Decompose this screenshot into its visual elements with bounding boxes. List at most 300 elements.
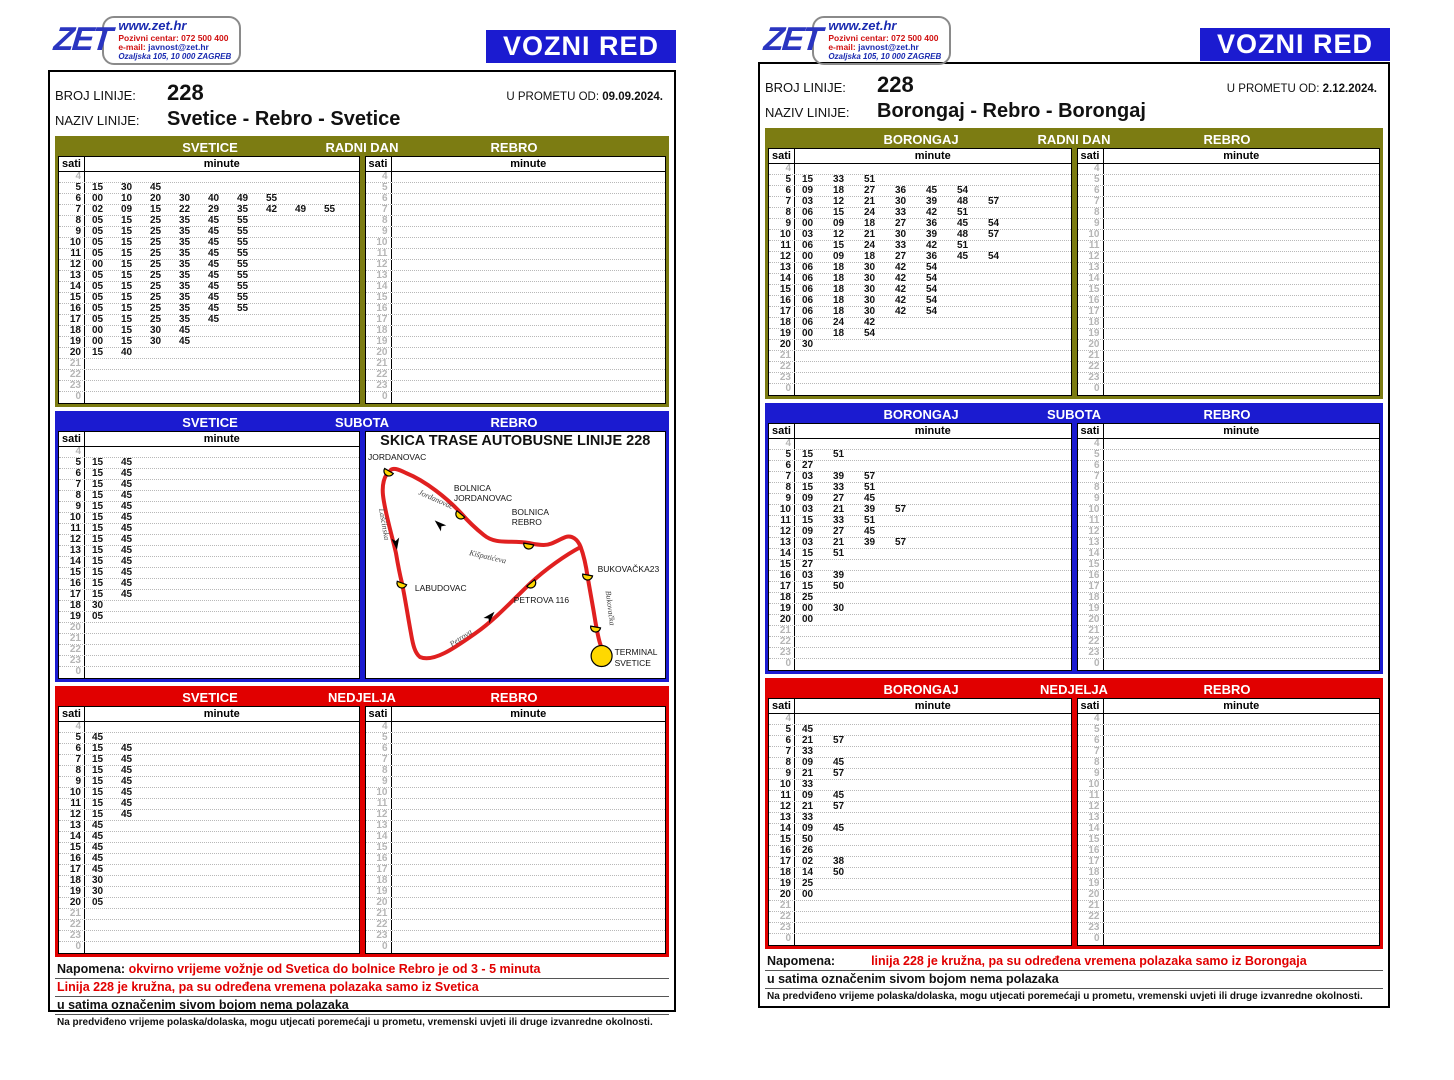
hour-cell: 16 [769,571,795,581]
minute-cell: 35 [179,281,191,292]
minute-cell: 36 [926,251,938,262]
hour-cell: 19 [769,329,795,339]
timetable-row [1078,296,1380,307]
minute-cell: 36 [926,218,938,229]
minute-cell: 35 [179,237,191,248]
route-map [366,451,666,675]
timetable-row [59,557,359,568]
minute-cell: 45 [121,567,133,578]
timetable-row [59,942,359,953]
timetable-row [769,329,1071,340]
minutes-cells [795,164,1071,174]
timetable-row [769,505,1071,516]
hour-cell: 21 [1078,351,1104,361]
timetable-row [769,241,1071,252]
minute-cell: 21 [864,229,876,240]
minute-cell: 35 [179,270,191,281]
minute-cell: 35 [179,226,191,237]
minute-cell: 45 [208,237,220,248]
minute-cell: 33 [833,482,845,493]
timetable-row [1078,802,1380,813]
section-header [58,414,666,431]
minute-cell: 06 [802,317,814,328]
timetable-row [59,766,359,777]
minute-cell: 00 [92,325,104,336]
minute-cell: 45 [121,523,133,534]
hour-cell: 15 [59,568,85,578]
terminal-b-title: REBRO [1203,682,1251,697]
minutes-cells [1104,582,1380,592]
timetable-row [59,612,359,623]
minute-cell: 15 [92,743,104,754]
minutes-cells [795,791,1071,801]
minute-cell: 51 [864,515,876,526]
timetable-row [769,307,1071,318]
minute-cell: 40 [121,347,133,358]
timetable-row [1078,747,1380,758]
minutes-cells [795,857,1071,867]
minutes-cells [85,865,359,875]
hour-cell: 15 [769,835,795,845]
minutes-cells [392,392,666,403]
timetable-row [59,326,359,337]
minute-cell: 45 [121,457,133,468]
timetable-row [769,912,1071,923]
timetable-row [366,238,666,249]
minute-cell: 03 [802,471,814,482]
minute-cell: 22 [179,204,191,215]
note-line-1: Napomena: linija 228 je kružna, pa su određena vremena polazaka samo iz Borongaja [765,953,1383,971]
minutes-cells [392,271,666,281]
hour-cell: 7 [1078,197,1104,207]
minute-cell: 45 [208,303,220,314]
hour-cell: 8 [1078,208,1104,218]
minutes-cells [1104,835,1380,845]
minute-cell: 35 [179,259,191,270]
hour-cell: 15 [59,293,85,303]
minute-cell: 24 [833,317,845,328]
minute-cell: 18 [864,218,876,229]
minute-cell: 15 [92,798,104,809]
timetable-row [769,769,1071,780]
minutes-cells [795,274,1071,284]
hour-cell: 20 [59,898,85,908]
timetable-row [366,832,666,843]
timetable-row [1078,285,1380,296]
minute-cell: 15 [92,512,104,523]
minute-cell: 15 [121,336,133,347]
minutes-cells [795,307,1071,317]
minutes-cells [85,843,359,853]
minute-cell: 15 [92,490,104,501]
minutes-cells [1104,714,1380,724]
minutes-cells [392,821,666,831]
line-name: Borongaj - Rebro - Borongaj [877,100,1146,122]
hour-cell: 20 [769,890,795,900]
timetable-row [769,252,1071,263]
minute-cell: 38 [833,856,845,867]
minutes-cells [1104,318,1380,328]
minute-cell: 45 [121,589,133,600]
minutes-cells [85,832,359,842]
minutes-cells [1104,373,1380,383]
minute-cell: 30 [121,182,133,193]
minutes-cells [85,502,359,512]
minute-cell: 33 [833,515,845,526]
minutes-cells [795,175,1071,185]
minute-cell: 57 [833,735,845,746]
hour-cell: 18 [366,326,392,336]
minutes-cells [392,315,666,325]
timetable-row [59,920,359,931]
minutes-cells [795,571,1071,581]
minutes-cells [85,645,359,655]
hour-cell: 5 [769,450,795,460]
timetable-row [59,601,359,612]
minute-cell: 03 [802,537,814,548]
timetable-row [366,282,666,293]
timetable-row [1078,901,1380,912]
minute-cell: 30 [150,336,162,347]
minute-cell: 09 [802,493,814,504]
section-header [58,689,666,706]
timetable-row [1078,890,1380,901]
timetable-row [59,656,359,667]
timetable-row [366,260,666,271]
minute-cell: 45 [92,820,104,831]
minutes-cells [795,230,1071,240]
hour-cell: 17 [59,590,85,600]
minutes-cells [392,755,666,765]
minute-cell: 54 [926,273,938,284]
hour-cell: 15 [59,843,85,853]
minutes-cells [795,659,1071,670]
minute-cell: 25 [150,281,162,292]
minutes-cells [795,450,1071,460]
timetable-row [59,799,359,810]
minute-cell: 45 [208,270,220,281]
timetable-row [59,777,359,788]
page-frame [758,62,1390,1008]
column-header [366,707,666,722]
minutes-cells [795,351,1071,361]
minutes-cells [1104,626,1380,636]
minute-cell: 18 [833,284,845,295]
minute-cell: 15 [92,479,104,490]
minutes-cells [85,546,359,556]
minutes-cells [795,758,1071,768]
timetable-row [769,186,1071,197]
minute-cell: 15 [92,787,104,798]
hour-cell: 18 [59,601,85,611]
hour-cell: 17 [769,857,795,867]
timetable-row [1078,164,1380,175]
hour-cell: 21 [769,901,795,911]
minute-cell: 15 [92,556,104,567]
day-title: NEDJELJA [328,690,396,705]
minute-cell: 45 [121,556,133,567]
hour-cell: 21 [769,351,795,361]
hour-cell: 6 [366,744,392,754]
minutes-cells [1104,285,1380,295]
minutes-cells [392,348,666,358]
minutes-cells [85,392,359,403]
sati-header: sati [366,707,392,721]
hour-cell: 17 [59,865,85,875]
timetable-row [1078,714,1380,725]
hour-cell: 16 [1078,296,1104,306]
hour-cell: 11 [1078,791,1104,801]
terminal-a-title: BORONGAJ [883,682,959,697]
minutes-cells [85,293,359,303]
minutes-cells [85,744,359,754]
hour-cell: 6 [59,744,85,754]
minute-cell: 45 [121,501,133,512]
timetable-row [366,359,666,370]
minutes-cells [1104,571,1380,581]
stop-marker-bukovacka23 [581,574,592,581]
minute-cell: 05 [92,215,104,226]
minute-cell: 12 [833,196,845,207]
stop-marker-bolnica-rebro [522,543,533,550]
timetable-row [59,733,359,744]
timetable-row [769,736,1071,747]
minutes-cells [392,931,666,941]
hour-cell: 4 [59,172,85,182]
hour-cell: 11 [59,524,85,534]
minute-cell: 35 [179,303,191,314]
terminal-svetice-marker [591,646,612,667]
minute-cell: 57 [833,801,845,812]
timetable-rebro-nedjelja [1077,698,1381,946]
hour-cell: 18 [59,876,85,886]
minutes-cells [1104,274,1380,284]
minutes-cells [795,560,1071,570]
hour-cell: 5 [769,725,795,735]
minutes-cells [392,810,666,820]
minutes-cells [795,461,1071,471]
hour-cell: 4 [1078,439,1104,449]
minute-cell: 15 [92,523,104,534]
minute-cell: 05 [92,897,104,908]
minute-cell: 21 [864,196,876,207]
hour-cell: 10 [59,238,85,248]
section-nedjelja [765,678,1383,949]
hour-cell: 0 [1078,934,1104,945]
naziv-linije-label: NAZIV LINIJE: [765,105,850,120]
minutes-cells [85,447,359,457]
timetable-rebro-nedjelja [365,706,667,954]
timetable-row [1078,351,1380,362]
minute-cell: 05 [92,237,104,248]
minutes-cells [795,494,1071,504]
minutes-cells [392,359,666,369]
hour-cell: 8 [1078,483,1104,493]
hour-cell: 12 [59,260,85,270]
timetable-row [1078,494,1380,505]
hour-cell: 7 [1078,747,1104,757]
timetable-row [59,568,359,579]
minute-cell: 50 [802,834,814,845]
minutes-cells [1104,890,1380,900]
sati-header: sati [1078,424,1104,438]
minutes-cells [1104,219,1380,229]
timetable-row [59,821,359,832]
hour-cell: 6 [1078,736,1104,746]
timetable-row [1078,769,1380,780]
timetable-row [769,857,1071,868]
minutes-cells [85,348,359,358]
hour-cell: 15 [1078,835,1104,845]
terminal-a-title: BORONGAJ [883,407,959,422]
timetable-row [769,549,1071,560]
timetable-row [366,326,666,337]
hour-cell: 9 [366,227,392,237]
timetable-row [366,172,666,183]
hour-cell: 4 [769,714,795,724]
minute-cell: 27 [833,493,845,504]
hour-cell: 4 [59,722,85,732]
hour-cell: 19 [59,612,85,622]
minutes-cells [795,296,1071,306]
minute-cell: 25 [802,878,814,889]
minutes-cells [85,601,359,611]
hour-cell: 22 [59,370,85,380]
line-number: 228 [167,80,204,105]
minute-cell: 35 [179,215,191,226]
hour-cell: 14 [59,282,85,292]
terminal-a-title: SVETICE [182,415,238,430]
section-subota [55,411,669,682]
timetable-row [1078,252,1380,263]
minute-cell: 15 [92,567,104,578]
minute-cell: 18 [833,295,845,306]
minutes-cells [795,923,1071,933]
minutes-cells [1104,615,1380,625]
timetable-row [1078,384,1380,395]
minutes-cells [795,637,1071,647]
minute-cell: 45 [802,724,814,735]
sati-header: sati [59,157,85,171]
minute-cell: 26 [802,845,814,856]
minutes-cells [1104,791,1380,801]
minutes-cells [85,634,359,644]
hour-cell: 18 [1078,593,1104,603]
hour-cell: 4 [366,172,392,182]
hour-cell: 9 [1078,494,1104,504]
hour-cell: 21 [59,359,85,369]
hour-cell: 22 [59,645,85,655]
hour-cell: 13 [1078,538,1104,548]
minute-cell: 18 [833,328,845,339]
timetable-row [366,304,666,315]
minute-header: minute [914,425,951,437]
minute-cell: 45 [208,226,220,237]
minute-cell: 09 [121,204,133,215]
minute-cell: 25 [150,292,162,303]
hour-cell: 4 [1078,714,1104,724]
zet-email: e-mail: javnost@zet.hr [118,42,209,53]
zet-phone: Pozivni centar: 072 500 400 [828,32,939,43]
minute-cell: 45 [121,578,133,589]
minute-cell: 55 [324,204,336,215]
minute-cell: 45 [150,182,162,193]
zet-logo-contact-box [812,16,951,65]
hour-cell: 0 [59,392,85,403]
minutes-cells [795,615,1071,625]
zet-logo-mark: ZET [762,20,823,58]
minutes-cells [85,612,359,622]
minutes-cells [1104,329,1380,339]
hour-cell: 4 [769,439,795,449]
timetable-row [769,285,1071,296]
timetable-row [59,469,359,480]
minutes-cells [1104,263,1380,273]
timetable-row [1078,582,1380,593]
hour-cell: 8 [366,216,392,226]
minutes-cells [85,227,359,237]
minute-cell: 45 [208,314,220,325]
hour-cell: 21 [1078,626,1104,636]
hour-cell: 0 [769,934,795,945]
hour-cell: 20 [769,340,795,350]
zet-email: e-mail: javnost@zet.hr [828,42,919,53]
minutes-cells [85,799,359,809]
minute-cell: 45 [121,545,133,556]
timetable-row [769,934,1071,945]
minutes-cells [1104,813,1380,823]
timetable-row [1078,637,1380,648]
timetable-row [769,659,1071,670]
minutes-cells [85,568,359,578]
minute-cell: 27 [895,218,907,229]
stop-label-bolnica-rebro-2: REBRO [511,516,542,528]
minutes-cells [392,865,666,875]
hour-cell: 13 [366,271,392,281]
timetable-row [769,263,1071,274]
hour-cell: 21 [366,909,392,919]
hour-cell: 21 [59,634,85,644]
day-title: SUBOTA [1047,407,1101,422]
section-header [768,131,1380,148]
minute-cell: 15 [121,237,133,248]
hour-cell: 9 [59,777,85,787]
minute-cell: 42 [266,204,278,215]
minute-cell: 30 [864,284,876,295]
minute-cell: 00 [92,193,104,204]
hour-cell: 22 [769,637,795,647]
minute-cell: 39 [926,229,938,240]
timetable-row [59,865,359,876]
timetable-row [59,788,359,799]
minute-cell: 15 [802,174,814,185]
minute-cell: 18 [833,273,845,284]
hour-cell: 15 [769,285,795,295]
timetable-row [59,480,359,491]
timetable-row [769,230,1071,241]
minutes-cells [1104,351,1380,361]
minute-cell: 18 [833,306,845,317]
vozni-red-banner: VOZNI RED [1200,28,1390,61]
minutes-cells [1104,934,1380,945]
hour-cell: 23 [1078,923,1104,933]
minute-cell: 25 [150,226,162,237]
timetable-row [1078,527,1380,538]
note-line-2: Linija 228 je kružna, pa su određena vremena polazaka samo iz Svetica [55,979,669,997]
notes-block [55,961,669,1032]
timetable-row [769,560,1071,571]
minutes-cells [85,623,359,633]
